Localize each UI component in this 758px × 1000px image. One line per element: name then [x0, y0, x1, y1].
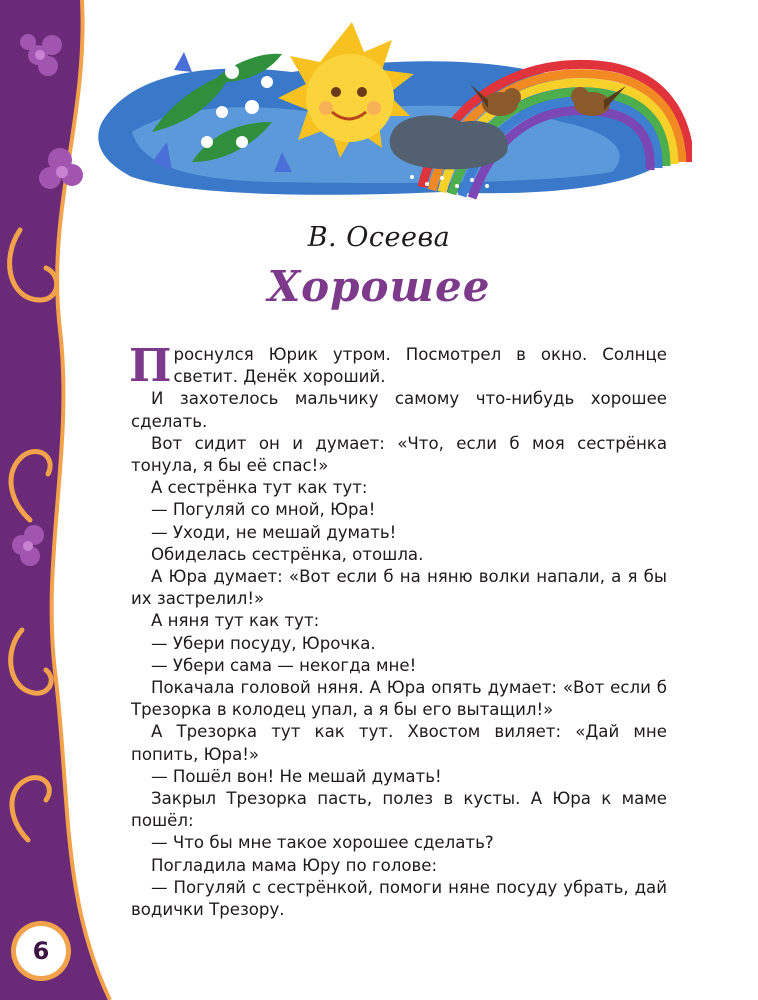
- paragraph: А Юра думает: «Вот если б на няню волки напали, а я бы их застрелил!»: [131, 567, 667, 609]
- paragraph: — Убери сама — некогда мне!: [151, 655, 417, 675]
- paragraph-text: роснулся Юрик утром. Посмотрел в окно. Солнце светит. Денёк хороший.: [173, 345, 667, 387]
- paragraph: Покачала головой няня. А Юра опять думает: «Вот если б Трезорка в колодец упал, а я бы его вытащил!»: [131, 678, 667, 720]
- paragraph: Обиделась сестрёнка, отошла.: [151, 544, 424, 564]
- paragraph: — Убери посуду, Юрочка.: [151, 633, 376, 653]
- story-text: [129, 339, 667, 921]
- paragraph: — Пошёл вон! Не мешай думать!: [151, 766, 442, 786]
- paragraph: Погладила мама Юру по голове:: [151, 855, 438, 875]
- page-number: 6: [32, 937, 50, 965]
- paragraph: — Погуляй со мной, Юра!: [151, 500, 376, 520]
- paragraph: — Уходи, не мешай думать!: [151, 522, 397, 542]
- paragraph: А Трезорка тут как тут. Хвостом виляет: «Дай мне попить, Юра!»: [131, 722, 667, 764]
- paragraph: И захотелось мальчику самому что-нибудь хорошее сделать.: [131, 389, 667, 431]
- author-name: В. Осеева: [307, 222, 451, 253]
- drop-cap: П: [129, 339, 172, 392]
- header-illustration: [92, 12, 692, 212]
- paragraph: А сестрёнка тут как тут:: [151, 478, 368, 498]
- paragraph: А няня тут как тут:: [151, 611, 320, 631]
- paragraph: Закрыл Трезорка пасть, полез в кусты. А Юра к маме пошёл:: [131, 789, 667, 831]
- paragraph: Вот сидит он и думает: «Что, если б моя сестрёнка тонула, я бы её спас!»: [131, 433, 667, 476]
- paragraph: — Что бы мне такое хорошее сделать?: [151, 833, 494, 853]
- paragraph: — Погуляй с сестрёнкой, помоги няне посуду убрать, дай водички Трезору.: [131, 877, 667, 920]
- paragraph: [129, 339, 667, 392]
- story-title: Хорошее: [267, 262, 491, 311]
